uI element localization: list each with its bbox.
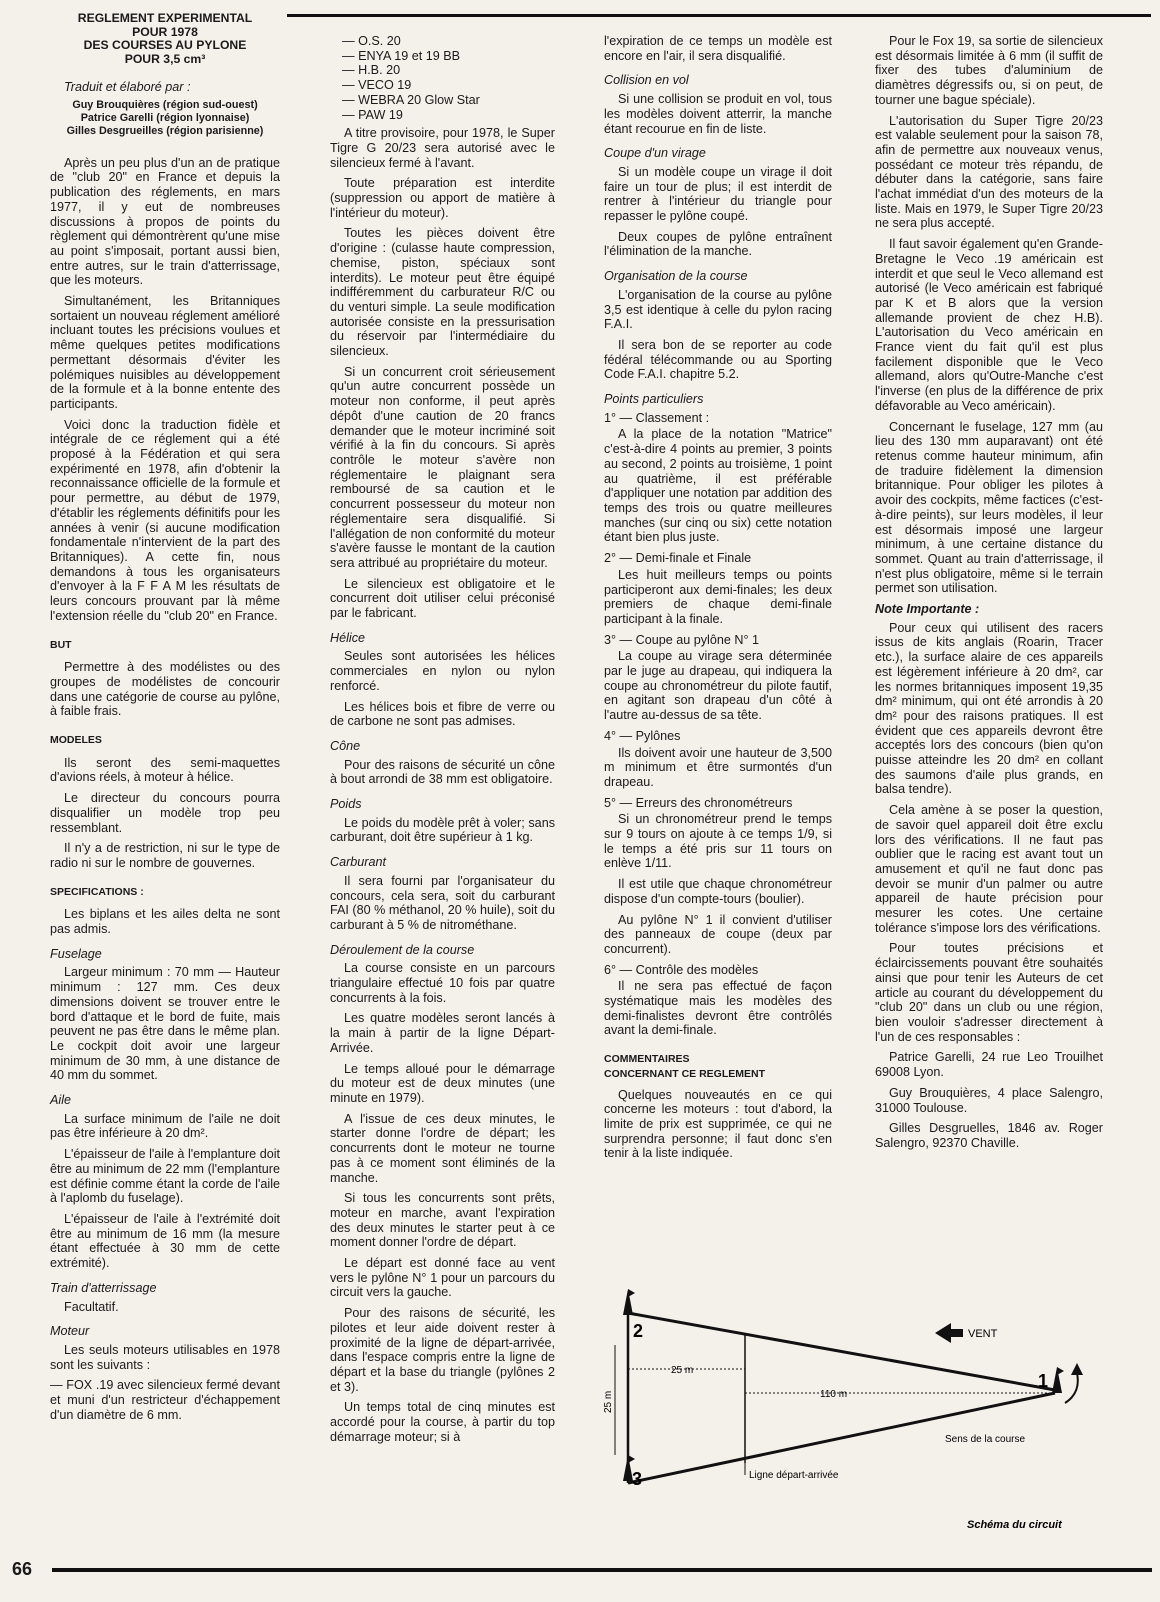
engine-list <box>330 34 555 122</box>
engine-item: — FOX .19 avec silencieux fermé devant et muni d'un restricteur d'échappement d'un diamètre de 6 mm. <box>50 1378 280 1422</box>
subheading-train: Train d'atterrissage <box>50 1280 157 1295</box>
column-3: l'expiration de ce temps un modèle est encore en l'air, il sera disqualifié. Collision en vol Si une collision se produit en vol, tous les modèles doivent atterrir, la manche étant recourue en fin de liste. Coupe d'un virage Si un modèle coupe un virage il doit faire un tour de plus; il est interdit de rentrer à l'intérieur du triangle pour repasser le pylône coupé. Deux coupes de pylône entraînent l'élimination de la manche. Organisation de la course L'organisation de la course au pylône 3,5 est identique à celle du pylon racing F.A.I. Il sera bon de se reporter au code fédéral télécommande ou au Sporting Code F.A.I. chapitre 5.2. Points particuliers 1° — Classement : A la place de la notation "Matrice" c'est-à-dire 4 points au premier, 3 points au second, 2 points au troisième, 1 point au quatrième, il est préférable d'appliquer une notation par addition des temps des trois ou quatre meilleures manches (sur cinq ou six) cette notation étant bien plus juste. 2° — Demi-finale et Finale Les huit meilleurs temps ou points participeront aux demi-finales; les deux premiers de chaque demi-finale participant à la finale. 3° — Coupe au pylône N° 1 La coupe au virage sera déterminée par le juge au drapeau, qui indiquera la coupe au chronométreur du pilote fautif, en agitant son drapeau d'un côté à l'autre au-dessus de sa tête. 4° — Pylônes Ils doivent avoir une hauteur de 3,500 m minimum et être surmontés d'un drapeau. 5° — Erreurs des chronométreurs Si un chronométreur prend le temps sur 9 tours on ajoute à ce temps 1/9, si le temps a été pris sur 11 tours on enlève 1/11. Il est utile que chaque chronométreur dispose d'un compte-tours (boulier). Au pylône N° 1 il convient d'utiliser des panneaux de coupe (deux par concurrent). 6° — Contrôle des modèles Il ne sera pas effectué de façon systématique mais les modèles des demi-finalistes devront être contrôlés avant la demi-finale. COMMENTAIRES CONCERNANT CE REGLEMENT Quelques nouveautés en ce qui concerne les moteurs : tout d'abord, la limite de prix est supprimée, ce qui ne surprendra personne; il faut donc s'en tenir à la liste indiquée. <box>604 34 832 1161</box>
intro-paragraph: Après un peu plus d'un an de pratique de "club 20" en France et depuis la publication des réglements, en mars 1977, il y eut de nombreuses discussions à propos de points du règlement qui démontrèrent qu'une mise au point s'imposait, portant aussi bien, entre autres, sur le train d'atterrissage, que les moteurs. <box>50 155 280 288</box>
section-heading-commentaires: COMMENTAIRES CONCERNANT CE REGLEMENT <box>604 1053 766 1080</box>
column-1: REGLEMENT EXPERIMENTAL POUR 1978 DES COURSES AU PYLONE POUR 3,5 cm³ Traduit et élaboré par : Guy Brouquières (région sud-ouest) Patrice Garelli (région lyonnaise) Gilles Desgrueilles (région parisienne) Après un peu plus d'un an de pratique de "club 20" en France et depuis la publication des réglements, en mars 1977, il y eut de nombreuses discussions à propos de points du règlement qui démontrèrent qu'une mise au point s'imposait, portant aussi bien, entre autres, sur le train d'atterrissage, que les moteurs. Simultanément, les Britanniques sortaient un nouveau réglement amélioré incluant toutes les précisions voulues et même quelques petites modifications permettant désormais d'éviter les polémiques nuisibles au développement de la formule et à la bonne entente des participants. Voici donc la traduction fidèle et intégrale de ce réglement qui a été proposé à la Fédération et qui sera expérimenté en 1978, afin d'obtenir la reconnaissance officielle de la formule et pour permettre, au début de 1979, d'établir les réglements définitifs pour les années à venir (si aucune modification fondamentale n'intervient de la part des Britanniques). A cette fin, nous demandons à tous les organisateurs d'envoyer à la F F A M les résultats de leurs concours prouvant par là même l'extension réelle du "club 20" en France. BUT Permettre à des modélistes ou des groupes de modélistes de concourir dans une catégorie de course au pylône, à faible frais. MODELES Ils seront des semi-maquettes d'avions réels, à moteur à hélice. Le directeur du concours pourra disqualifier un modèle trop peu ressemblant. Il n'y a de restriction, ni sur le type de radio ni sur le nombre de gouvernes. SPECIFICATIONS : Les biplans et les ailes delta ne sont pas admis. Fuselage Largeur minimum : 70 mm — Hauteur minimum : 127 mm. Ces deux dimensions doivent se trouver entre le bord d'attaque et le bord de fuite, mais peuvent ne pas être dans le même plan. Le cockpit doit avoir une largeur minimum de 30 mm, à une distance de 40 mm du sommet. Aile La surface minimum de l'aile ne doit pas être inférieure à 20 dm². L'épaisseur de l'aile à l'emplanture doit être au minimum de 22 mm (l'emplanture est définie comme étant la corde de l'aile à l'aplomb du fuselage). L'épaisseur de l'aile à l'extrémité doit être au minimum de 16 mm (la mesure étant effectuée à 30 mm de cette extrémité). Train d'atterrissage Facultatif. Moteur Les seuls moteurs utilisables en 1978 sont les suivants : — FOX .19 avec silencieux fermé devant et muni d'un restricteur d'échappement d'un diamètre de 6 mm. <box>50 11 280 1422</box>
intro-paragraph: Voici donc la traduction fidèle et intégrale de ce réglement qui a été proposé à la Fédération et qui sera expérimenté en 1978, afin d'obtenir la reconnaissance officielle de la formule et pour permettre, au début de 1979, d'établir les réglements définitifs pour les années à venir (si aucune modification fondamentale n'intervient de la part des Britanniques). A cette fin, nous demandons à tous les organisateurs d'envoyer à la F F A M les résultats de leurs concours prouvant par là même l'extension réelle du "club 20" en France. <box>50 417 280 623</box>
article-title: REGLEMENT EXPERIMENTAL POUR 1978 DES COURSES AU PYLONE POUR 3,5 cm³ <box>77 11 253 66</box>
subheading-points: Points particuliers <box>604 392 704 407</box>
subheading-cone: Cône <box>330 738 361 753</box>
subheading-moteur: Moteur <box>50 1324 90 1339</box>
section-heading-modeles: MODELES <box>50 734 102 747</box>
start-finish-label: Ligne départ-arrivée <box>749 1470 839 1481</box>
subheading-coupe: Coupe d'un virage <box>604 146 706 161</box>
engine-item: — PAW 19 <box>342 107 403 122</box>
pylon-2-label: 2 <box>633 1321 644 1341</box>
engine-item: — O.S. 20 <box>342 34 401 48</box>
circuit-diagram <box>595 1285 1115 1545</box>
dimension-110m-label: 110 m <box>820 1389 848 1400</box>
race-direction-arrowhead <box>1071 1363 1083 1375</box>
subheading-deroulement: Déroulement de la course <box>330 942 475 957</box>
pylon-3-label: 3 <box>632 1469 643 1489</box>
dimension-25m-v-label: 25 m <box>603 1390 614 1413</box>
section-heading-specs: SPECIFICATIONS : <box>50 885 144 898</box>
page-number: 66 <box>12 1559 33 1579</box>
column-4: Pour le Fox 19, sa sortie de silencieux est désormais limitée à 6 mm (il suffit de fixer des tubes d'aluminium de diamètres dégressifs ou, si on peut, de tourner une bague spéciale). L'autorisation du Super Tigre 20/23 est valable seulement pour la saison 78, afin de permettre aux nouveaux venus, possédant ce moteur très répandu, de débuter dans la catégorie, sans faire l'achat immédiat d'un des moteurs de la liste. Mais en 1979, le Super Tigre 20/23 ne sera plus accepté. Il faut savoir également qu'en Grande-Bretagne le Veco .19 américain est interdit et que seul le Veco allemand est autorisé (le Veco américain est fabriqué par K et B alors que la version allemande provient de chez H.B). L'autorisation du Veco américain en France vient du fait qu'il est plus facilement disponible que le Veco allemand, alors qu'Outre-Manche c'est l'inverse (en plus de la différence de prix défavorable au Veco américain). Concernant le fuselage, 127 mm (au lieu des 130 mm auparavant) ont été retenus comme hauteur minimum, afin de traduire fidèlement la dimension britannique. Pour obliger les pilotes à avoir des cockpits, même factices (c'est-à-dire peints), sur leurs modèles, il leur est désormais imposé une largeur minimum, à une certaine distance du sommet. Quant au train d'atterrissage, il n'est plus obligatoire, même si le terrain permet son utilisation. Note Importante : Pour ceux qui utilisent des racers issus de kits anglais (Roarin, Tracer etc.), la surface alaire de ces appareils est légèrement inférieure à 20 dm², car les normes britanniques imposent 19,35 dm² minimum, qui ont été arrondis à 20 dm² pour des raisons pratiques. Il est évident que ces appareils devront être acceptés lors des concours (bien qu'on puisse atteindre les 20 dm² en collant des saumons d'aile plus grands, en balsa tendre). Cela amène à se poser la question, de savoir quel appareil doit être exclu lors des vérifications. Il ne faut pas oublier que le racing est avant tout un amusement et qu'il ne faut donc pas devoir se munir d'un palmer ou autre appareil de haute précision pour mesurer les cotes. Une certaine tolérance s'impose lors des vérifications. Pour toutes précisions et éclaircissements pouvant être souhaités ainsi que pour tenir les Auteurs de cet article au courant du développement du "club 20" dans un club ou une région, bien vouloir s'adresser directement à l'un de ces responsables : Patrice Garelli, 24 rue Leo Trouilhet 69008 Lyon. Guy Brouquières, 4 place Salengro, 31000 Toulouse. Gilles Desgruelles, 1846 av. Roger Salengro, 92370 Chaville. <box>875 34 1103 1150</box>
subheading-note: Note Importante : <box>875 602 980 617</box>
engine-item: — ENYA 19 et 19 BB <box>342 48 461 63</box>
race-direction-arrow <box>1065 1373 1078 1403</box>
top-rule <box>287 14 1151 17</box>
pylon-1-marker <box>1052 1367 1064 1393</box>
race-direction-label: Sens de la course <box>945 1434 1026 1445</box>
bottom-rule <box>52 1568 1152 1572</box>
subheading-collision: Collision en vol <box>604 73 689 88</box>
engine-item: — H.B. 20 <box>342 63 401 78</box>
dimension-25m-h-label: 25 m <box>671 1365 694 1376</box>
triangle-top-edge <box>628 1313 1055 1390</box>
subheading-organisation: Organisation de la course <box>604 269 748 284</box>
wind-arrow <box>935 1323 963 1343</box>
column-2: — O.S. 20 — ENYA 19 et 19 BB — H.B. 20 — VECO 19 — WEBRA 20 Glow Star — PAW 19 A titre provisoire, pour 1978, le Super Tigre G 20/23 sera autorisé avec le silencieux fermé à l'avant. Toute préparation est interdite (suppression ou apport de matière à l'intérieur du moteur). Toutes les pièces doivent être d'origine : (culasse haute compression, chemise, piston, spéciaux sont interdits). Le moteur peut être équipé indifféremment du carburateur R/C ou du venturi simple. La seule modification autorisée consiste en la pressurisation du réservoir par l'intermédiaire du silencieux. Si un concurrent croit sérieusement qu'un autre concurrent possède un moteur non conforme, il peut après dépôt d'une caution de 20 francs demander que le moteur incriminé soit vérifié à la fin du concours. Si après contrôle le moteur s'avère non réglementaire le plaignant sera remboursé de sa caution et le concurrent possesseur du moteur non réglementaire sera disqualifié. Si l'allégation de non conformité du moteur s'avère fausse le montant de la caution sera attribué au propriétaire du moteur. Le silencieux est obligatoire et le concurrent doit utiliser celui préconisé par le fabricant. Hélice Seules sont autorisées les hélices commerciales en nylon ou nylon renforcé. Les hélices bois et fibre de verre ou de carbone ne sont pas admises. Cône Pour des raisons de sécurité un cône à bout arrondi de 38 mm est obligatoire. Poids Le poids du modèle prêt à voler; sans carburant, doit être supérieur à 1 kg. Carburant Il sera fourni par l'organisateur du concours, cela sera, soit du carburant FAI (80 % méthanol, 20 % huile), soit du carburant à 5 % de nitrométhane. Déroulement de la course La course consiste en un parcours triangulaire effectué 10 fois par quatre concurrents à la fois. Les quatre modèles seront lancés à la main à partir de la ligne Départ-Arrivée. Le temps alloué pour le démarrage du moteur est de deux minutes (une minute en 1979). A l'issue de ces deux minutes, le starter donne l'ordre de départ; les concurrents dont le moteur ne tourne pas à ce moment sont éliminés de la manche. Si tous les concurrents sont prêts, moteur en marche, avant l'expiration des deux minutes le starter peut à ce moment donner l'ordre de départ. Le départ est donné face au vent vers le pylône N° 1 pour un parcours du circuit vers la gauche. Pour des raisons de sécurité, les pilotes et leur aide doivent rester à proximité de la ligne de départ-arrivée, dans l'espace compris entre la ligne de départ et la base du triangle (pylônes 2 et 3). Un temps total de cinq minutes est accordé pour la course, à partir du top démarrage moteur; si à <box>330 34 555 1444</box>
pylon-1-label: 1 <box>1038 1371 1049 1391</box>
subheading-helice: Hélice <box>330 630 365 645</box>
subheading-carburant: Carburant <box>330 855 387 870</box>
subheading-poids: Poids <box>330 797 362 812</box>
intro-paragraph: Simultanément, les Britanniques sortaient un nouveau réglement amélioré incluant toutes les précisions voulues et même quelques petites modifications permettant désormais d'éviter les polémiques nuisibles au développement de la formule et à la bonne entente des participants. <box>50 294 280 411</box>
subheading-aile: Aile <box>50 1093 71 1108</box>
section-heading-but: BUT <box>50 638 72 651</box>
wind-label: VENT <box>968 1328 998 1340</box>
engine-item: — VECO 19 <box>342 78 412 93</box>
address: Guy Brouquières, 4 place Salengro, 31000 Toulouse. <box>875 1085 1103 1115</box>
engine-item: — WEBRA 20 Glow Star <box>342 92 480 107</box>
address: Gilles Desgruelles, 1846 av. Roger Salengro, 92370 Chaville. <box>875 1121 1103 1150</box>
pylon-2-marker <box>623 1289 635 1315</box>
subheading-fuselage: Fuselage <box>50 946 102 961</box>
address: Patrice Garelli, 24 rue Leo Trouilhet 69008 Lyon. <box>875 1050 1103 1080</box>
credits: Traduit et élaboré par : Guy Brouquières (région sud-ouest) Patrice Garelli (région lyonnaise) Gilles Desgrueilles (région parisienne) <box>64 80 264 137</box>
diagram-caption: Schéma du circuit <box>967 1519 1062 1531</box>
